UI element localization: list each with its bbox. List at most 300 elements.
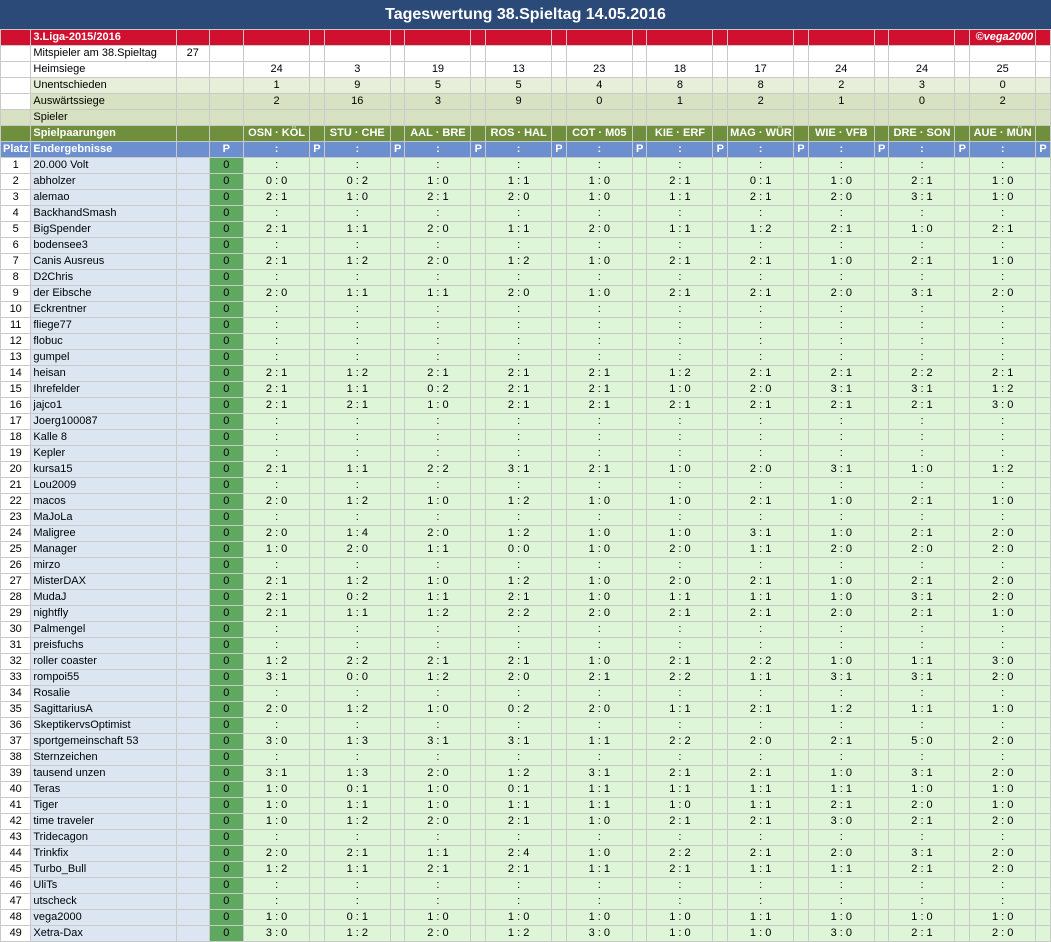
blank-cell	[177, 510, 209, 526]
tip-cell: 2 : 0	[889, 542, 955, 558]
blank-cell	[632, 110, 647, 126]
tip-points	[713, 350, 728, 366]
blank-cell	[728, 46, 794, 62]
tip-points	[632, 766, 647, 782]
tip-cell: 1 : 1	[486, 174, 552, 190]
tip-points	[310, 846, 325, 862]
tip-points	[390, 654, 405, 670]
blank-cell	[177, 62, 209, 78]
tip-points	[632, 606, 647, 622]
tip-points	[390, 814, 405, 830]
blank-cell	[486, 46, 552, 62]
blank-cell	[324, 110, 390, 126]
tip-cell: 1 : 0	[647, 526, 713, 542]
tip-cell: 1 : 1	[728, 670, 794, 686]
tip-cell: 1 : 0	[244, 910, 310, 926]
tip-cell: 2 : 0	[970, 542, 1036, 558]
rank: 26	[1, 558, 31, 574]
tip-points	[310, 494, 325, 510]
tip-cell: 1 : 0	[566, 574, 632, 590]
tip-points	[552, 238, 567, 254]
league-bar-cell	[713, 30, 728, 46]
rank: 49	[1, 926, 31, 942]
tip-cell: :	[486, 446, 552, 462]
tip-points	[552, 254, 567, 270]
player-row	[1, 446, 1051, 462]
tip-cell: :	[728, 638, 794, 654]
tip-cell: :	[889, 878, 955, 894]
player-row	[1, 622, 1051, 638]
tip-points	[471, 398, 486, 414]
tip-cell: 1 : 1	[728, 798, 794, 814]
tip-cell: 1 : 0	[244, 782, 310, 798]
tip-points	[794, 814, 809, 830]
tip-cell: 1 : 1	[647, 190, 713, 206]
tip-points	[1036, 590, 1051, 606]
player-points: 0	[209, 574, 244, 590]
tip-cell: 1 : 1	[405, 542, 471, 558]
players-label: Mitspieler am 38.Spieltag	[31, 46, 177, 62]
tip-points	[552, 702, 567, 718]
tip-points	[471, 638, 486, 654]
tip-cell: 1 : 0	[808, 254, 874, 270]
tip-points	[471, 318, 486, 334]
tip-cell: 1 : 2	[647, 366, 713, 382]
player-name: Trinkfix	[31, 846, 177, 862]
draws-value: 9	[324, 78, 390, 94]
tip-cell: :	[889, 414, 955, 430]
match-pairing: COT · M05	[566, 126, 632, 142]
tip-cell: 3 : 1	[244, 670, 310, 686]
tip-cell: 1 : 1	[324, 798, 390, 814]
tip-points	[310, 206, 325, 222]
tip-points	[390, 238, 405, 254]
tip-points	[310, 782, 325, 798]
tip-points	[955, 670, 970, 686]
blank-cell	[874, 62, 889, 78]
tip-points	[390, 734, 405, 750]
tip-points	[955, 862, 970, 878]
blank-cell	[874, 94, 889, 110]
tip-points	[552, 558, 567, 574]
tip-points	[552, 894, 567, 910]
away-wins-value: 2	[970, 94, 1036, 110]
league-bar-cell	[486, 30, 552, 46]
match-result: :	[889, 142, 955, 158]
blank-cell	[310, 94, 325, 110]
tip-cell: :	[324, 622, 390, 638]
blank-cell	[794, 62, 809, 78]
tip-points	[794, 270, 809, 286]
tip-cell: :	[244, 430, 310, 446]
tip-cell: :	[808, 622, 874, 638]
tip-cell: :	[405, 510, 471, 526]
tip-cell: :	[808, 302, 874, 318]
player-points: 0	[209, 910, 244, 926]
tip-points	[874, 574, 889, 590]
spacer-cell	[1, 94, 31, 110]
tip-points	[1036, 846, 1051, 862]
tip-cell: :	[808, 446, 874, 462]
tip-cell: 2 : 1	[244, 462, 310, 478]
tip-cell: 1 : 0	[566, 814, 632, 830]
tip-cell: 1 : 0	[889, 910, 955, 926]
tip-points	[390, 782, 405, 798]
tip-points	[390, 494, 405, 510]
tip-cell: 2 : 1	[728, 606, 794, 622]
tip-cell: 2 : 1	[728, 574, 794, 590]
tip-cell: 0 : 1	[728, 174, 794, 190]
tip-points	[390, 686, 405, 702]
tip-points	[1036, 270, 1051, 286]
tip-points	[310, 430, 325, 446]
player-name: Tiger	[31, 798, 177, 814]
tip-points	[955, 782, 970, 798]
tip-cell: :	[566, 318, 632, 334]
tip-points	[874, 462, 889, 478]
tip-cell: 2 : 2	[728, 654, 794, 670]
tip-cell: 1 : 2	[324, 494, 390, 510]
player-row	[1, 478, 1051, 494]
tip-points	[874, 254, 889, 270]
tip-cell: :	[808, 878, 874, 894]
tip-points	[552, 926, 567, 942]
tip-points	[390, 574, 405, 590]
tip-points	[632, 430, 647, 446]
player-name: Manager	[31, 542, 177, 558]
tip-cell: :	[244, 414, 310, 430]
tip-cell: 0 : 1	[324, 782, 390, 798]
tip-cell: 1 : 2	[324, 702, 390, 718]
tip-points	[1036, 894, 1051, 910]
tip-cell: :	[808, 718, 874, 734]
tip-cell: 2 : 1	[970, 222, 1036, 238]
tip-points	[794, 542, 809, 558]
tip-cell: 1 : 0	[970, 798, 1036, 814]
tip-cell: :	[486, 510, 552, 526]
tip-cell: 2 : 1	[244, 254, 310, 270]
tip-points	[713, 286, 728, 302]
blank-cell	[177, 174, 209, 190]
tip-cell: :	[889, 270, 955, 286]
tip-points	[390, 334, 405, 350]
tip-cell: 1 : 3	[324, 766, 390, 782]
tip-cell: 2 : 1	[728, 366, 794, 382]
tip-cell: 1 : 1	[405, 846, 471, 862]
rank: 46	[1, 878, 31, 894]
player-row	[1, 158, 1051, 174]
draws-value: 0	[970, 78, 1036, 94]
blank-cell	[552, 46, 567, 62]
tip-points	[471, 622, 486, 638]
tip-points	[310, 830, 325, 846]
rank: 7	[1, 254, 31, 270]
player-name: Teras	[31, 782, 177, 798]
tip-points	[552, 718, 567, 734]
blank-cell	[874, 110, 889, 126]
tip-cell: :	[889, 718, 955, 734]
tip-cell: :	[486, 238, 552, 254]
tip-cell: 1 : 0	[728, 926, 794, 942]
tip-points	[1036, 462, 1051, 478]
tip-points	[471, 510, 486, 526]
tip-cell: :	[647, 238, 713, 254]
blank-cell	[713, 94, 728, 110]
tip-points	[390, 846, 405, 862]
player-row	[1, 414, 1051, 430]
match-pairing: MAG · WÜR	[728, 126, 794, 142]
tip-points	[874, 798, 889, 814]
player-name: sportgemeinschaft 53	[31, 734, 177, 750]
tip-points	[794, 750, 809, 766]
tip-cell: :	[970, 894, 1036, 910]
tip-points	[874, 270, 889, 286]
blank-cell	[552, 94, 567, 110]
tip-cell: :	[889, 622, 955, 638]
tip-points	[390, 718, 405, 734]
player-row	[1, 574, 1051, 590]
tip-cell: :	[647, 414, 713, 430]
player-name: Kalle 8	[31, 430, 177, 446]
player-points: 0	[209, 606, 244, 622]
rank: 24	[1, 526, 31, 542]
tip-points	[874, 766, 889, 782]
blank-cell	[177, 222, 209, 238]
tip-cell: :	[566, 638, 632, 654]
tip-points	[794, 318, 809, 334]
blank-cell	[177, 302, 209, 318]
tip-cell: 0 : 1	[486, 782, 552, 798]
blank-cell	[390, 78, 405, 94]
rank: 42	[1, 814, 31, 830]
tip-cell: :	[808, 638, 874, 654]
player-row	[1, 366, 1051, 382]
tip-cell: 3 : 1	[486, 462, 552, 478]
tip-cell: 2 : 0	[970, 814, 1036, 830]
tip-points	[390, 894, 405, 910]
tip-points	[1036, 494, 1051, 510]
player-name: preisfuchs	[31, 638, 177, 654]
blank-cell	[794, 110, 809, 126]
tip-cell: :	[647, 318, 713, 334]
tip-cell: :	[405, 414, 471, 430]
tip-cell: :	[244, 894, 310, 910]
tip-cell: 2 : 0	[244, 286, 310, 302]
tip-points	[632, 702, 647, 718]
player-name: UliTs	[31, 878, 177, 894]
draws-value: 4	[566, 78, 632, 94]
tip-points	[955, 654, 970, 670]
tip-cell: 2 : 2	[647, 670, 713, 686]
tip-cell: 1 : 1	[647, 590, 713, 606]
tip-points	[713, 366, 728, 382]
player-row	[1, 382, 1051, 398]
tip-cell: 1 : 0	[808, 910, 874, 926]
player-points: 0	[209, 254, 244, 270]
player-name: Maligree	[31, 526, 177, 542]
tip-points	[874, 830, 889, 846]
match-pairing: KIE · ERF	[647, 126, 713, 142]
tip-points	[471, 334, 486, 350]
tip-points	[310, 622, 325, 638]
tip-cell: 2 : 0	[566, 222, 632, 238]
tip-points	[794, 926, 809, 942]
spacer-cell	[1, 62, 31, 78]
tip-cell: :	[647, 558, 713, 574]
tip-cell: :	[970, 238, 1036, 254]
tip-cell: :	[647, 478, 713, 494]
tip-cell: :	[486, 558, 552, 574]
tip-points	[552, 510, 567, 526]
tip-cell: :	[970, 270, 1036, 286]
tip-points	[390, 414, 405, 430]
tip-points	[1036, 158, 1051, 174]
tip-points	[713, 398, 728, 414]
blank-cell	[471, 46, 486, 62]
tip-cell: :	[405, 318, 471, 334]
tip-cell: :	[808, 478, 874, 494]
tip-points	[632, 670, 647, 686]
blank-cell	[632, 46, 647, 62]
tip-points	[713, 702, 728, 718]
tip-points	[310, 174, 325, 190]
tip-cell: :	[244, 158, 310, 174]
tip-points	[713, 238, 728, 254]
tip-points	[390, 510, 405, 526]
player-row	[1, 814, 1051, 830]
tip-points	[552, 158, 567, 174]
tip-cell: :	[728, 510, 794, 526]
tip-points	[713, 542, 728, 558]
tip-cell: :	[889, 510, 955, 526]
player-row	[1, 734, 1051, 750]
tip-cell: :	[566, 718, 632, 734]
tip-cell: 1 : 1	[728, 782, 794, 798]
tip-points	[310, 718, 325, 734]
points-header: P	[209, 142, 244, 158]
tip-points	[1036, 238, 1051, 254]
tip-cell: 2 : 0	[970, 574, 1036, 590]
tip-cell: 3 : 0	[566, 926, 632, 942]
tip-points	[552, 910, 567, 926]
tip-points	[632, 334, 647, 350]
tip-points	[632, 318, 647, 334]
tip-points	[471, 430, 486, 446]
tip-points	[713, 478, 728, 494]
league-bar-cell	[955, 30, 970, 46]
tip-cell: :	[324, 830, 390, 846]
tip-points	[874, 494, 889, 510]
tip-points	[1036, 366, 1051, 382]
pairings-label: Spielpaarungen	[31, 126, 177, 142]
blank-cell	[955, 94, 970, 110]
rank: 11	[1, 318, 31, 334]
tip-points	[713, 254, 728, 270]
tip-points	[310, 702, 325, 718]
tip-cell: :	[566, 478, 632, 494]
blank-cell	[177, 334, 209, 350]
tip-points	[1036, 654, 1051, 670]
tip-points	[713, 638, 728, 654]
blank-cell	[471, 126, 486, 142]
tip-points	[552, 638, 567, 654]
rank: 40	[1, 782, 31, 798]
tip-points	[552, 222, 567, 238]
blank-cell	[177, 414, 209, 430]
player-points: 0	[209, 238, 244, 254]
tip-points	[310, 478, 325, 494]
blank-cell	[177, 558, 209, 574]
tip-cell: :	[808, 270, 874, 286]
tip-points	[713, 574, 728, 590]
tip-points	[390, 382, 405, 398]
league-bar-cell: ©vega2000	[970, 30, 1036, 46]
tip-cell: :	[647, 510, 713, 526]
tip-points	[632, 542, 647, 558]
tip-cell: :	[970, 430, 1036, 446]
blank-cell	[177, 830, 209, 846]
results-row	[1, 142, 1051, 158]
blank-cell	[390, 62, 405, 78]
tip-cell: 2 : 1	[728, 494, 794, 510]
tip-cell: 1 : 0	[566, 174, 632, 190]
tip-points	[955, 798, 970, 814]
tip-points	[310, 382, 325, 398]
tip-cell: 1 : 2	[405, 670, 471, 686]
tip-points	[794, 286, 809, 302]
blank-cell	[324, 46, 390, 62]
player-points: 0	[209, 174, 244, 190]
tip-points	[552, 574, 567, 590]
tip-points	[713, 430, 728, 446]
tip-points	[794, 478, 809, 494]
player-name: Tridecagon	[31, 830, 177, 846]
player-name: tausend unzen	[31, 766, 177, 782]
tip-cell: :	[405, 718, 471, 734]
player-row	[1, 558, 1051, 574]
tip-points	[471, 222, 486, 238]
player-row	[1, 782, 1051, 798]
tip-cell: :	[647, 750, 713, 766]
tip-cell: :	[244, 302, 310, 318]
match-pairing: WIE · VFB	[808, 126, 874, 142]
player-row	[1, 766, 1051, 782]
tip-cell: :	[244, 622, 310, 638]
draws-value: 1	[244, 78, 310, 94]
blank-cell	[177, 350, 209, 366]
tip-points	[310, 462, 325, 478]
tip-cell: :	[889, 638, 955, 654]
tip-points	[552, 814, 567, 830]
tip-points	[955, 510, 970, 526]
tip-points	[874, 638, 889, 654]
tip-points	[310, 670, 325, 686]
spacer-cell	[1, 126, 31, 142]
rank: 34	[1, 686, 31, 702]
tip-cell: 2 : 0	[647, 542, 713, 558]
tip-points	[310, 366, 325, 382]
tip-points	[390, 638, 405, 654]
tip-points	[794, 206, 809, 222]
tip-cell: 2 : 0	[244, 702, 310, 718]
tip-cell: 2 : 1	[728, 190, 794, 206]
tip-cell: :	[405, 158, 471, 174]
tip-cell: 1 : 0	[566, 286, 632, 302]
rank: 37	[1, 734, 31, 750]
tip-cell: 1 : 0	[324, 190, 390, 206]
tip-cell: 2 : 0	[970, 766, 1036, 782]
tip-points	[471, 494, 486, 510]
